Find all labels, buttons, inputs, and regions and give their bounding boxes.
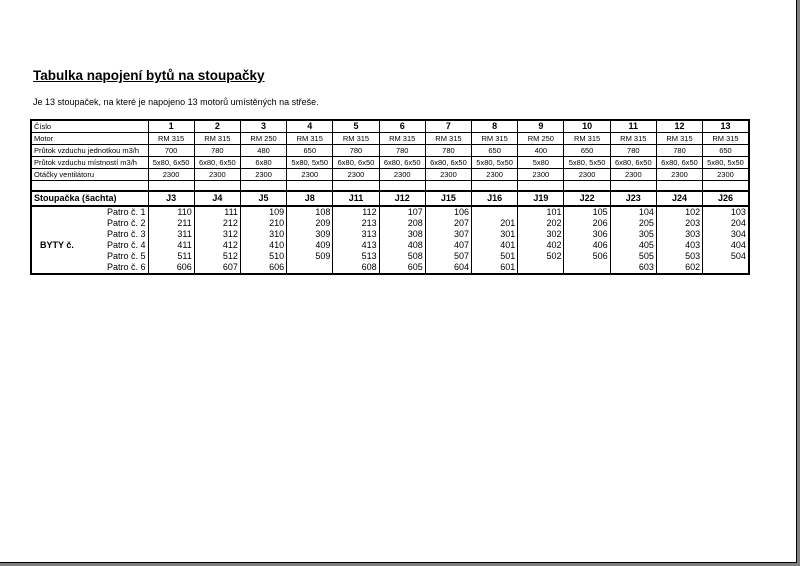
fan-speed-row-cell: 2300 [194, 169, 240, 181]
shaft-header-cell: J3 [148, 191, 194, 206]
flat-number-cell: 406 [564, 240, 610, 251]
flat-number-cell: 407 [425, 240, 471, 251]
flat-number-cell: 109 [240, 206, 286, 218]
floor-row [31, 229, 749, 240]
flat-number-cell: 201 [472, 218, 518, 229]
motor-row-cell: RM 315 [287, 133, 333, 145]
flat-number-cell: 213 [333, 218, 379, 229]
flat-number-cell: 401 [472, 240, 518, 251]
flat-number-cell: 107 [379, 206, 425, 218]
shaft-header-cell: J22 [564, 191, 610, 206]
flats-label-cell [31, 229, 86, 240]
flow-rooms-row-cell: 6x80, 6x50 [610, 157, 656, 169]
spacer-row [31, 181, 749, 192]
fan-speed-row-cell: 2300 [287, 169, 333, 181]
flow-rooms-row-cell: 5x80 [518, 157, 564, 169]
flow-unit-row-cell: 650 [287, 145, 333, 157]
floor-label: Patro č. 4 [86, 240, 148, 251]
number-row-cell: 11 [610, 120, 656, 133]
floor-row [31, 262, 749, 274]
flat-number-cell: 208 [379, 218, 425, 229]
shaft-header-cell: J15 [425, 191, 471, 206]
flat-number-cell [287, 262, 333, 274]
flat-number-cell: 103 [703, 206, 749, 218]
flat-number-cell: 402 [518, 240, 564, 251]
spacer-cell [656, 181, 702, 192]
flat-number-cell: 212 [194, 218, 240, 229]
flat-number-cell: 606 [148, 262, 194, 274]
number-row-cell: 10 [564, 120, 610, 133]
spacer-cell [240, 181, 286, 192]
floor-label: Patro č. 1 [86, 206, 148, 218]
fan-speed-row-cell: 2300 [518, 169, 564, 181]
flow-unit-row-cell: 480 [240, 145, 286, 157]
flat-number-cell: 207 [425, 218, 471, 229]
flat-number-cell: 108 [287, 206, 333, 218]
motor-row-cell: RM 315 [564, 133, 610, 145]
flow-rooms-row [31, 157, 749, 169]
flat-number-cell: 605 [379, 262, 425, 274]
motor-row-cell: RM 315 [656, 133, 702, 145]
spacer-cell [31, 181, 148, 192]
flow-rooms-row-cell: 6x80, 6x50 [333, 157, 379, 169]
connection-table [30, 119, 750, 275]
number-row-cell: 1 [148, 120, 194, 133]
flow-unit-row-cell: 780 [656, 145, 702, 157]
spacer-cell [472, 181, 518, 192]
motor-row-cell: RM 315 [194, 133, 240, 145]
flat-number-cell [703, 262, 749, 274]
number-row-cell: 5 [333, 120, 379, 133]
flow-unit-row-cell: 650 [703, 145, 749, 157]
fan-speed-row-cell: 2300 [472, 169, 518, 181]
flat-number-cell: 307 [425, 229, 471, 240]
spacer-cell [564, 181, 610, 192]
flat-number-cell: 410 [240, 240, 286, 251]
flats-label-cell [31, 218, 86, 229]
flow-unit-row-cell: 780 [425, 145, 471, 157]
spacer-cell [194, 181, 240, 192]
shaft-header-cell: J11 [333, 191, 379, 206]
flat-number-cell: 104 [610, 206, 656, 218]
flat-number-cell: 310 [240, 229, 286, 240]
flat-number-cell: 204 [703, 218, 749, 229]
number-row-cell: 13 [703, 120, 749, 133]
shaft-header-cell: J5 [240, 191, 286, 206]
shaft-header-row [31, 191, 749, 206]
flat-number-cell: 206 [564, 218, 610, 229]
document-title: Tabulka napojení bytů na stoupačky [33, 68, 265, 83]
number-row-cell: 9 [518, 120, 564, 133]
flat-number-cell: 303 [656, 229, 702, 240]
number-row-cell: 7 [425, 120, 471, 133]
motor-row-cell: RM 250 [240, 133, 286, 145]
flow-unit-row-cell: 780 [333, 145, 379, 157]
flat-number-cell: 409 [287, 240, 333, 251]
flat-number-cell: 405 [610, 240, 656, 251]
motor-row-cell: RM 315 [333, 133, 379, 145]
motor-row-cell: RM 250 [518, 133, 564, 145]
motor-row-cell: RM 315 [703, 133, 749, 145]
flat-number-cell: 509 [287, 251, 333, 262]
flat-number-cell: 202 [518, 218, 564, 229]
shaft-header-cell: J19 [518, 191, 564, 206]
flow-rooms-row-label: Průtok vzduchu místností m3/h [31, 157, 148, 169]
flow-rooms-row-cell: 5x80, 6x50 [148, 157, 194, 169]
flat-number-cell: 506 [564, 251, 610, 262]
floor-row [31, 240, 749, 251]
flat-number-cell: 209 [287, 218, 333, 229]
spacer-cell [703, 181, 749, 192]
flow-unit-row-cell: 700 [148, 145, 194, 157]
fan-speed-row-cell: 2300 [333, 169, 379, 181]
fan-speed-row-cell: 2300 [425, 169, 471, 181]
flat-number-cell: 508 [379, 251, 425, 262]
flats-label: BYTY č. [31, 240, 86, 251]
flat-number-cell: 309 [287, 229, 333, 240]
shaft-header-label: Stoupačka (šachta) [31, 191, 148, 206]
flat-number-cell: 604 [425, 262, 471, 274]
document-subtitle: Je 13 stoupaček, na které je napojeno 13 motorů umístěných na střeše. [33, 97, 319, 107]
shaft-header-cell: J8 [287, 191, 333, 206]
flat-number-cell: 606 [240, 262, 286, 274]
number-row-cell: 3 [240, 120, 286, 133]
motor-row [31, 133, 749, 145]
motor-row-cell: RM 315 [379, 133, 425, 145]
spacer-cell [425, 181, 471, 192]
floor-label: Patro č. 5 [86, 251, 148, 262]
flat-number-cell: 503 [656, 251, 702, 262]
flat-number-cell: 507 [425, 251, 471, 262]
flow-unit-row-cell: 780 [610, 145, 656, 157]
flow-rooms-row-cell: 6x80, 6x50 [656, 157, 702, 169]
flat-number-cell: 302 [518, 229, 564, 240]
flat-number-cell: 408 [379, 240, 425, 251]
flat-number-cell: 502 [518, 251, 564, 262]
number-row-cell: 6 [379, 120, 425, 133]
flats-label-cell [31, 251, 86, 262]
number-row-cell: 12 [656, 120, 702, 133]
flat-number-cell: 306 [564, 229, 610, 240]
flow-unit-row-cell: 780 [194, 145, 240, 157]
flow-rooms-row-cell: 6x80 [240, 157, 286, 169]
flat-number-cell: 102 [656, 206, 702, 218]
spacer-cell [148, 181, 194, 192]
flat-number-cell: 304 [703, 229, 749, 240]
flat-number-cell: 608 [333, 262, 379, 274]
motor-row-cell: RM 315 [425, 133, 471, 145]
fan-speed-row-cell: 2300 [564, 169, 610, 181]
flat-number-cell: 203 [656, 218, 702, 229]
flat-number-cell: 510 [240, 251, 286, 262]
fan-speed-row-cell: 2300 [610, 169, 656, 181]
shaft-header-cell: J16 [472, 191, 518, 206]
flat-number-cell: 602 [656, 262, 702, 274]
flat-number-cell: 403 [656, 240, 702, 251]
flat-number-cell: 504 [703, 251, 749, 262]
floor-label: Patro č. 2 [86, 218, 148, 229]
flat-number-cell: 511 [148, 251, 194, 262]
flat-number-cell: 607 [194, 262, 240, 274]
fan-speed-row [31, 169, 749, 181]
flat-number-cell [564, 262, 610, 274]
spacer-cell [333, 181, 379, 192]
flow-unit-row-cell: 780 [379, 145, 425, 157]
flow-rooms-row-cell: 6x80, 6x50 [425, 157, 471, 169]
flat-number-cell: 312 [194, 229, 240, 240]
flat-number-cell: 210 [240, 218, 286, 229]
flow-rooms-row-cell: 5x80, 5x50 [703, 157, 749, 169]
motor-row-cell: RM 315 [148, 133, 194, 145]
shaft-header-cell: J26 [703, 191, 749, 206]
flat-number-cell: 311 [148, 229, 194, 240]
motor-row-cell: RM 315 [472, 133, 518, 145]
flat-number-cell: 505 [610, 251, 656, 262]
number-row-label: Číslo [31, 120, 148, 133]
shaft-header-cell: J24 [656, 191, 702, 206]
flat-number-cell [472, 206, 518, 218]
flat-number-cell: 412 [194, 240, 240, 251]
number-row-cell: 2 [194, 120, 240, 133]
shaft-header-cell: J4 [194, 191, 240, 206]
number-row [31, 120, 749, 133]
flow-unit-row-cell: 400 [518, 145, 564, 157]
flat-number-cell: 513 [333, 251, 379, 262]
flat-number-cell: 211 [148, 218, 194, 229]
flow-unit-row [31, 145, 749, 157]
flats-label-cell [31, 206, 86, 218]
flat-number-cell: 313 [333, 229, 379, 240]
flow-rooms-row-cell: 5x80, 5x50 [564, 157, 610, 169]
fan-speed-row-cell: 2300 [703, 169, 749, 181]
flat-number-cell: 110 [148, 206, 194, 218]
flow-rooms-row-cell: 6x80, 6x50 [194, 157, 240, 169]
flow-unit-row-label: Průtok vzduchu jednotkou m3/h [31, 145, 148, 157]
motor-row-cell: RM 315 [610, 133, 656, 145]
spacer-cell [518, 181, 564, 192]
flats-label-cell [31, 262, 86, 274]
fan-speed-row-cell: 2300 [240, 169, 286, 181]
shaft-header-cell: J23 [610, 191, 656, 206]
flat-number-cell: 111 [194, 206, 240, 218]
spacer-cell [287, 181, 333, 192]
spacer-cell [610, 181, 656, 192]
fan-speed-row-label: Otáčky ventilátoru [31, 169, 148, 181]
number-row-cell: 4 [287, 120, 333, 133]
flat-number-cell: 101 [518, 206, 564, 218]
flat-number-cell: 601 [472, 262, 518, 274]
flat-number-cell [518, 262, 564, 274]
floor-row [31, 218, 749, 229]
flow-unit-row-cell: 650 [564, 145, 610, 157]
flat-number-cell: 305 [610, 229, 656, 240]
flow-rooms-row-cell: 5x80, 5x50 [472, 157, 518, 169]
flat-number-cell: 411 [148, 240, 194, 251]
floor-label: Patro č. 6 [86, 262, 148, 274]
number-row-cell: 8 [472, 120, 518, 133]
flow-unit-row-cell: 650 [472, 145, 518, 157]
fan-speed-row-cell: 2300 [148, 169, 194, 181]
flat-number-cell: 112 [333, 206, 379, 218]
fan-speed-row-cell: 2300 [656, 169, 702, 181]
floor-row [31, 206, 749, 218]
motor-row-label: Motor [31, 133, 148, 145]
spacer-cell [379, 181, 425, 192]
flow-rooms-row-cell: 6x80, 6x50 [379, 157, 425, 169]
shaft-header-cell: J12 [379, 191, 425, 206]
flat-number-cell: 512 [194, 251, 240, 262]
flat-number-cell: 501 [472, 251, 518, 262]
flat-number-cell: 105 [564, 206, 610, 218]
fan-speed-row-cell: 2300 [379, 169, 425, 181]
floor-label: Patro č. 3 [86, 229, 148, 240]
flat-number-cell: 404 [703, 240, 749, 251]
flat-number-cell: 603 [610, 262, 656, 274]
flat-number-cell: 413 [333, 240, 379, 251]
flat-number-cell: 308 [379, 229, 425, 240]
flat-number-cell: 205 [610, 218, 656, 229]
flat-number-cell: 106 [425, 206, 471, 218]
flow-rooms-row-cell: 5x80, 5x50 [287, 157, 333, 169]
flat-number-cell: 301 [472, 229, 518, 240]
floor-row [31, 251, 749, 262]
